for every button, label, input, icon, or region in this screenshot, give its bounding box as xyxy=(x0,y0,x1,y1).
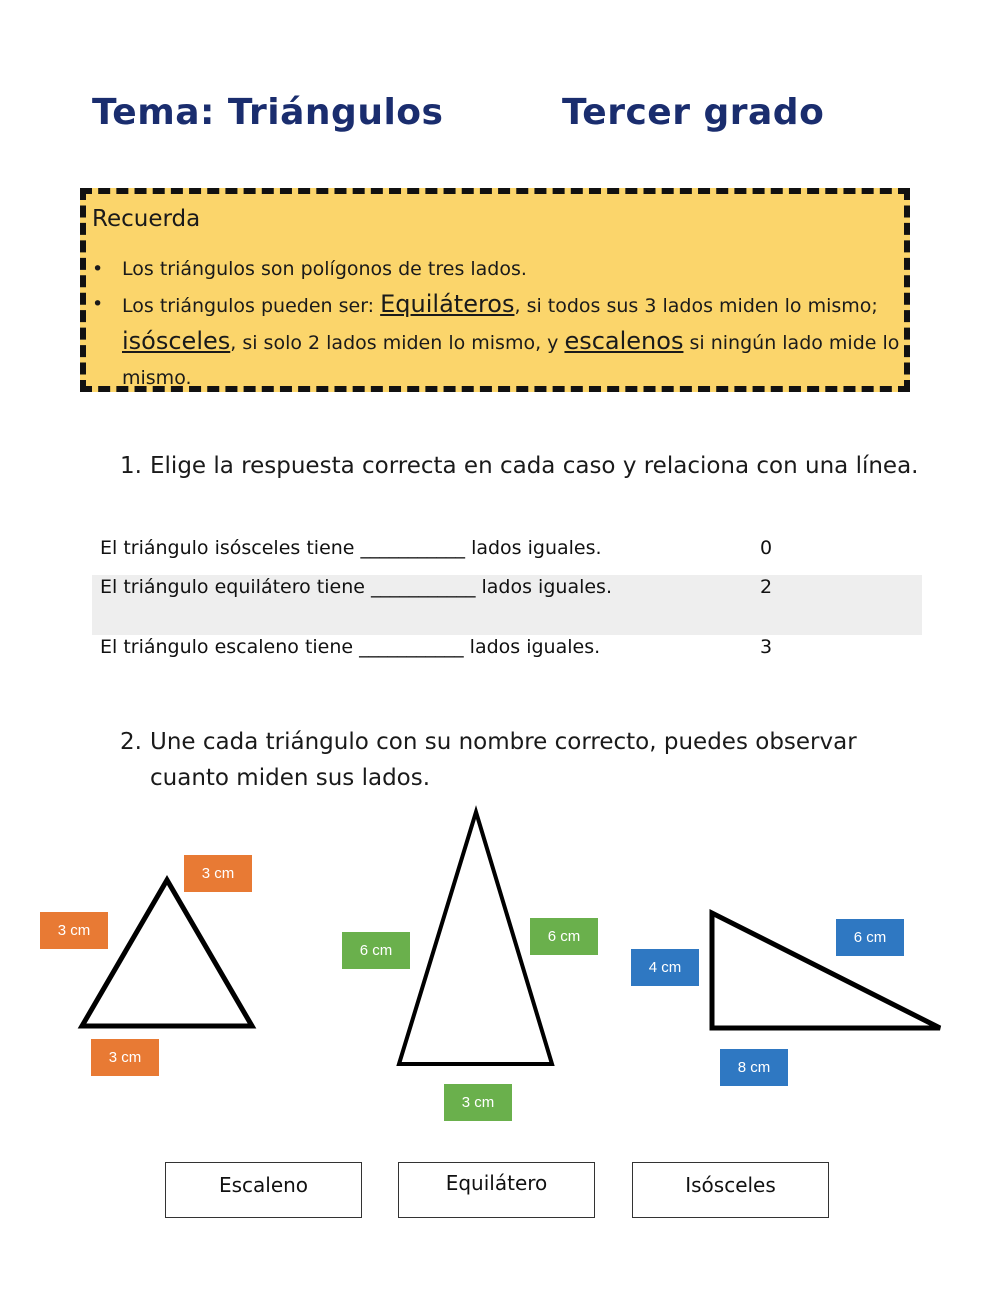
side-label[interactable]: 8 cm xyxy=(720,1049,788,1086)
right-triangle xyxy=(712,913,940,1028)
answer-option[interactable]: 2 xyxy=(760,576,773,598)
side-label[interactable]: 3 cm xyxy=(91,1039,159,1076)
bullet-2-text: , si solo 2 lados miden lo mismo, y xyxy=(230,332,565,354)
bullet-2-text: Los triángulos pueden ser: xyxy=(122,295,381,317)
bullet-2-text: , si todos sus 3 lados miden lo mismo; xyxy=(514,295,878,317)
question-2-text: Une cada triángulo con su nombre correcto, puedes observar cuanto miden sus lados. xyxy=(150,729,857,791)
side-label[interactable]: 4 cm xyxy=(631,949,699,986)
keyword-equilateros: Equiláteros xyxy=(380,290,515,318)
side-label[interactable]: 6 cm xyxy=(342,932,410,969)
side-label[interactable]: 3 cm xyxy=(184,855,252,892)
side-label[interactable]: 6 cm xyxy=(530,918,598,955)
statement-text: El triángulo escaleno tiene ___________ lados iguales. xyxy=(100,636,601,658)
grade-title: Tercer grado xyxy=(562,92,825,133)
question-1-number: 1. xyxy=(120,453,142,479)
keyword-isosceles: isósceles xyxy=(122,327,231,355)
answer-option[interactable]: 3 xyxy=(760,636,773,658)
statement-text: El triángulo isósceles tiene ___________ lados iguales. xyxy=(100,537,602,559)
side-label[interactable]: 3 cm xyxy=(444,1084,512,1121)
recuerda-title: Recuerda xyxy=(92,206,201,232)
bullet-1-text: Los triángulos son polígonos de tres lados. xyxy=(122,258,527,280)
bullet-icon: • xyxy=(92,293,104,315)
name-box-escaleno[interactable]: Escaleno xyxy=(165,1162,362,1218)
question-2-number: 2. xyxy=(120,729,142,755)
side-label[interactable]: 3 cm xyxy=(40,912,108,949)
statement-text: El triángulo equilátero tiene ___________ lados iguales. xyxy=(100,576,612,598)
name-box-isosceles[interactable]: Isósceles xyxy=(632,1162,829,1218)
name-box-equilatero[interactable]: Equilátero xyxy=(398,1162,595,1218)
question-1-text: Elige la respuesta correcta en cada caso y relaciona con una línea. xyxy=(150,453,919,479)
answer-option[interactable]: 0 xyxy=(760,537,773,559)
bullet-2-text: si ningún lado mide lo mismo. xyxy=(122,332,900,389)
bullet-icon: • xyxy=(92,258,104,280)
side-label[interactable]: 6 cm xyxy=(836,919,904,956)
page-title: Tema: Triángulos xyxy=(92,92,444,133)
keyword-escalenos: escalenos xyxy=(564,327,684,355)
equilateral-triangle xyxy=(82,880,252,1026)
